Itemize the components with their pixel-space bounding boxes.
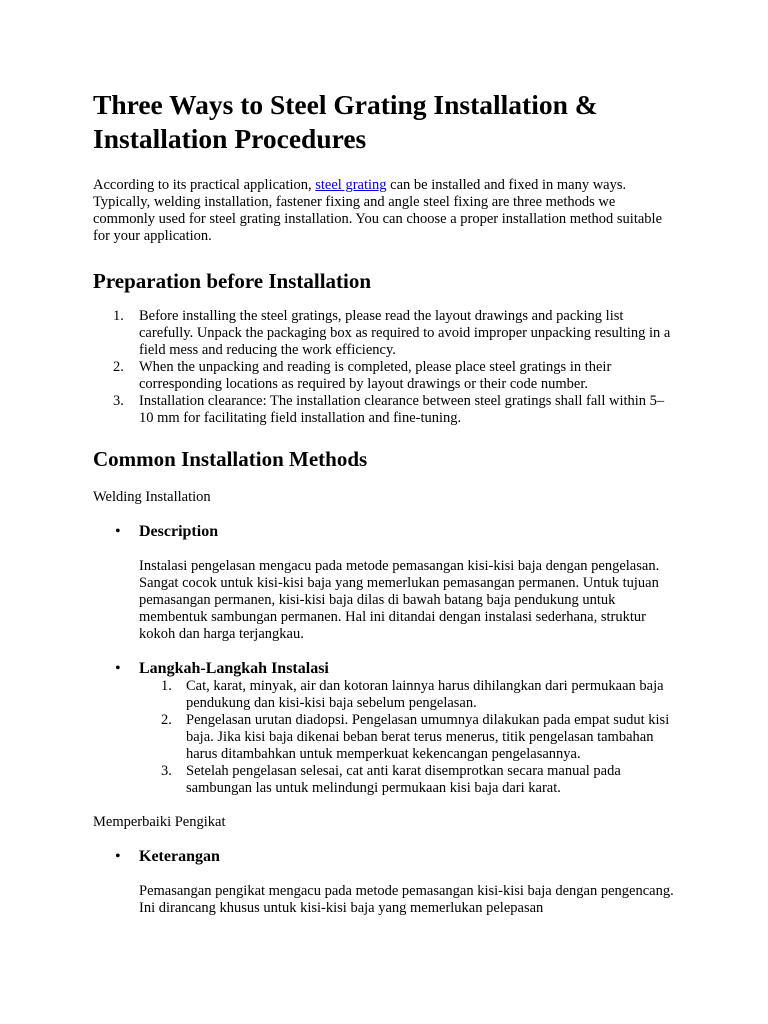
steel-grating-link[interactable]: steel grating [315,177,387,193]
methods-heading: Common Installation Methods [93,447,368,471]
bullet-glyph: • [115,523,121,540]
list-item [93,359,676,393]
list-number: 1. [113,308,124,324]
fastener-label: Memperbaiki Pengikat [93,814,226,830]
welding-label: Welding Installation [93,489,211,505]
list-number: 2. [113,359,124,375]
preparation-heading: Preparation before Installation [93,269,372,293]
list-number: 2. [161,712,172,728]
list-item-text: Cat, karat, minyak, air dan kotoran lainnya harus dihilangkan dari permukaan baja pendukung dan kisi-kisi baja sebelum pengelasan. [186,678,664,711]
bullet-item [93,660,676,678]
fastener-description: Pemasangan pengikat mengacu pada metode pemasangan kisi-kisi baja dengan pengencang. Ini dirancang khusus untuk kisi-kisi baja yang memerlukan pelepasan [139,883,674,916]
page-title: Three Ways to Steel Grating Installation & Installation Procedures [93,89,598,154]
list-item [93,308,676,359]
preparation-list [93,308,676,427]
list-number: 1. [161,678,172,694]
list-item-text: Installation clearance: The installation clearance between steel gratings shall fall within 5–10 mm for facilitating field installation and fine-tuning. [139,393,665,426]
list-item-text: Pengelasan urutan diadopsi. Pengelasan umumnya dilakukan pada empat sudut kisi baja. Jika kisi baja dikenai beban berat terus menerus, titik pengelasan tambahan harus ditambahkan untuk memperkuat kekencangan pengelasannya. [186,712,670,762]
bullet-item [93,848,676,866]
list-item-text: Before installing the steel gratings, please read the layout drawings and packing list carefully. Unpack the packaging box as required to avoid improper unpacking resulting in a field mess and reducing the work efficiency. [139,308,671,358]
bullet-item [93,523,676,541]
welding-steps-list [93,678,676,797]
list-item [93,393,676,427]
welding-steps-heading: Langkah-Langkah Instalasi [139,660,329,677]
list-item [93,678,676,712]
list-item [93,712,676,763]
list-number: 3. [161,763,172,779]
fastener-description-heading: Keterangan [139,848,220,865]
list-item-text: When the unpacking and reading is completed, please place steel gratings in their corresponding locations as required by layout drawings or their code number. [139,359,612,392]
bullet-glyph: • [115,848,121,865]
bullet-glyph: • [115,660,121,677]
list-number: 3. [113,393,124,409]
intro-paragraph [93,177,676,245]
list-item-text: Setelah pengelasan selesai, cat anti karat disemprotkan secara manual pada sambungan las untuk melindungi permukaan kisi baja dari karat. [186,763,621,796]
intro-text-before-link: According to its practical application, [93,177,316,193]
intro-text-after-link: can be installed and fixed in many ways. Typically, welding installation, fastener fixing and angle steel fixing are three methods we commonly used for steel grating installation. You can choose a proper installation method suitable for your application. [93,177,663,244]
list-item [93,763,676,797]
welding-description: Instalasi pengelasan mengacu pada metode pemasangan kisi-kisi baja dengan pengelasan. Sangat cocok untuk kisi-kisi baja yang memerlukan pemasangan permanen. Untuk tujuan pemasangan permanen, kisi-kisi baja dilas di bawah batang baja pendukung untuk membentuk sambungan permanen. Hal ini ditandai dengan instalasi sederhana, struktur kokoh dan harga terjangkau. [139,558,660,642]
welding-description-heading: Description [139,523,219,540]
